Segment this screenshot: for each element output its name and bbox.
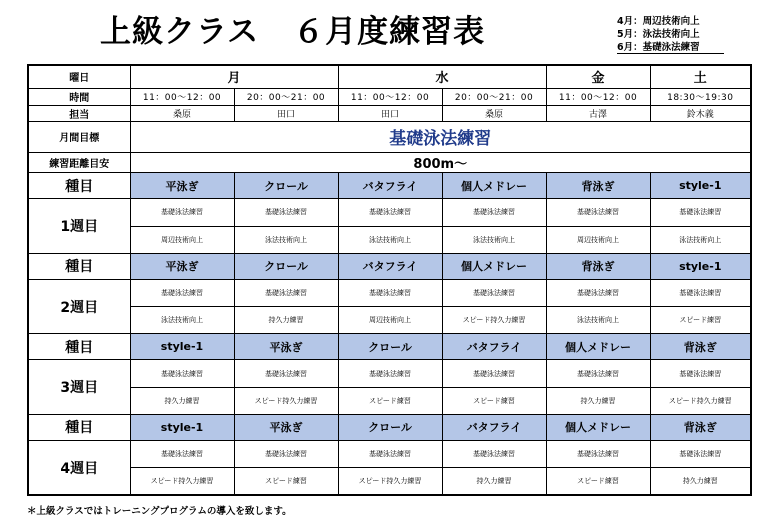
- practice-item: 持久力練習: [650, 468, 751, 495]
- event-cell: style-1: [650, 253, 751, 279]
- event-cell: クロール: [234, 173, 338, 199]
- day-saturday: 土: [650, 65, 751, 88]
- practice-item: スピード練習: [338, 387, 442, 414]
- teacher-cell: 鈴木義: [650, 105, 751, 121]
- time-cell: 18:30～19:30: [650, 88, 751, 105]
- week-label: 3週目: [28, 360, 130, 414]
- practice-row: [28, 279, 751, 306]
- week-label: 1週目: [28, 199, 130, 253]
- event-cell: バタフライ: [338, 253, 442, 279]
- practice-item: 基礎泳法練習: [234, 279, 338, 306]
- event-row: [28, 334, 751, 360]
- practice-item: 基礎泳法練習: [234, 199, 338, 226]
- practice-row: [28, 468, 751, 495]
- practice-item: 基礎泳法練習: [650, 279, 751, 306]
- practice-item: 基礎泳法練習: [442, 360, 546, 387]
- title-month-plan: ６月度練習表: [293, 14, 486, 50]
- time-cell: 11：00～12：00: [338, 88, 442, 105]
- practice-item: 基礎泳法練習: [338, 441, 442, 468]
- distance-label: 練習距離目安: [28, 153, 130, 173]
- event-label: 種目: [28, 253, 130, 279]
- practice-item: スピード練習: [234, 468, 338, 495]
- practice-item: 基礎泳法練習: [130, 279, 234, 306]
- event-cell: クロール: [234, 253, 338, 279]
- teacher-cell: 桑原: [442, 105, 546, 121]
- practice-item: 持久力練習: [442, 468, 546, 495]
- event-cell: 個人メドレー: [546, 334, 650, 360]
- day-friday: 金: [546, 65, 650, 88]
- practice-item: 基礎泳法練習: [130, 360, 234, 387]
- teacher-cell: 田口: [234, 105, 338, 121]
- practice-item: 周辺技術向上: [338, 307, 442, 334]
- teacher-label: 担当: [28, 105, 130, 121]
- teacher-row: [28, 105, 751, 121]
- event-cell: クロール: [338, 414, 442, 440]
- time-label: 時間: [28, 88, 130, 105]
- event-row: [28, 173, 751, 199]
- practice-item: 周辺技術向上: [546, 226, 650, 253]
- title-class-name: 上級クラス: [100, 14, 260, 50]
- practice-row: [28, 307, 751, 334]
- practice-item: 泳法技術向上: [442, 226, 546, 253]
- practice-item: 基礎泳法練習: [442, 199, 546, 226]
- event-cell: 平泳ぎ: [130, 253, 234, 279]
- theme-june: 6月：基礎泳法練習: [617, 42, 724, 54]
- practice-item: 持久力練習: [546, 387, 650, 414]
- day-row: [28, 65, 751, 88]
- practice-item: 周辺技術向上: [130, 226, 234, 253]
- goal-value: 基礎泳法練習: [130, 121, 751, 152]
- practice-item: スピード持久力練習: [130, 468, 234, 495]
- teacher-cell: 桑原: [130, 105, 234, 121]
- week-label: 2週目: [28, 279, 130, 333]
- practice-item: スピード練習: [442, 387, 546, 414]
- practice-item: 泳法技術向上: [338, 226, 442, 253]
- practice-item: 基礎泳法練習: [650, 441, 751, 468]
- practice-item: 基礎泳法練習: [442, 279, 546, 306]
- day-label: 曜日: [28, 65, 130, 88]
- practice-item: スピード持久力練習: [442, 307, 546, 334]
- practice-row: [28, 199, 751, 226]
- event-cell: 背泳ぎ: [650, 334, 751, 360]
- practice-item: 基礎泳法練習: [546, 441, 650, 468]
- theme-april: 4月：周辺技術向上: [617, 16, 700, 27]
- event-cell: 個人メドレー: [546, 414, 650, 440]
- practice-row: [28, 360, 751, 387]
- teacher-cell: 田口: [338, 105, 442, 121]
- event-cell: style-1: [130, 414, 234, 440]
- week-label: 4週目: [28, 441, 130, 495]
- practice-item: 持久力練習: [130, 387, 234, 414]
- time-cell: 11：00～12：00: [130, 88, 234, 105]
- practice-item: 基礎泳法練習: [546, 360, 650, 387]
- practice-item: 基礎泳法練習: [546, 199, 650, 226]
- practice-item: 泳法技術向上: [546, 307, 650, 334]
- practice-item: 泳法技術向上: [130, 307, 234, 334]
- event-label: 種目: [28, 414, 130, 440]
- practice-row: [28, 387, 751, 414]
- monthly-themes: [617, 15, 724, 54]
- distance-value: 800m～: [130, 153, 751, 173]
- event-cell: style-1: [130, 334, 234, 360]
- practice-item: 泳法技術向上: [650, 226, 751, 253]
- practice-item: 基礎泳法練習: [546, 279, 650, 306]
- practice-item: 持久力練習: [234, 307, 338, 334]
- event-cell: 個人メドレー: [442, 253, 546, 279]
- event-cell: 背泳ぎ: [546, 253, 650, 279]
- practice-item: スピード持久力練習: [650, 387, 751, 414]
- practice-item: 基礎泳法練習: [650, 199, 751, 226]
- event-label: 種目: [28, 173, 130, 199]
- event-cell: バタフライ: [442, 414, 546, 440]
- practice-schedule-table: [27, 64, 752, 496]
- practice-item: スピード持久力練習: [338, 468, 442, 495]
- time-cell: 20：00～21：00: [442, 88, 546, 105]
- teacher-cell: 古澤: [546, 105, 650, 121]
- footnote: ＊上級クラスではトレーニングプログラムの導入を致します。: [27, 506, 292, 517]
- practice-item: スピード練習: [650, 307, 751, 334]
- practice-item: 基礎泳法練習: [234, 360, 338, 387]
- practice-item: 基礎泳法練習: [338, 279, 442, 306]
- event-cell: 平泳ぎ: [234, 414, 338, 440]
- event-cell: 平泳ぎ: [130, 173, 234, 199]
- event-cell: 個人メドレー: [442, 173, 546, 199]
- practice-item: 基礎泳法練習: [130, 199, 234, 226]
- event-row: [28, 414, 751, 440]
- practice-row: [28, 226, 751, 253]
- event-cell: 平泳ぎ: [234, 334, 338, 360]
- goal-row: [28, 121, 751, 152]
- time-cell: 11：00～12：00: [546, 88, 650, 105]
- time-row: [28, 88, 751, 105]
- day-wednesday: 水: [338, 65, 546, 88]
- practice-row: [28, 441, 751, 468]
- day-monday: 月: [130, 65, 338, 88]
- page-title: [100, 6, 485, 51]
- event-cell: 背泳ぎ: [650, 414, 751, 440]
- event-cell: バタフライ: [442, 334, 546, 360]
- practice-item: 基礎泳法練習: [338, 360, 442, 387]
- practice-item: スピード持久力練習: [234, 387, 338, 414]
- event-cell: 背泳ぎ: [546, 173, 650, 199]
- practice-item: 泳法技術向上: [234, 226, 338, 253]
- time-cell: 20：00～21：00: [234, 88, 338, 105]
- event-cell: クロール: [338, 334, 442, 360]
- practice-item: 基礎泳法練習: [234, 441, 338, 468]
- goal-label: 月間目標: [28, 121, 130, 152]
- theme-may: 5月：泳法技術向上: [617, 29, 700, 40]
- event-label: 種目: [28, 334, 130, 360]
- distance-row: [28, 153, 751, 173]
- event-cell: style-1: [650, 173, 751, 199]
- practice-item: 基礎泳法練習: [442, 441, 546, 468]
- event-cell: バタフライ: [338, 173, 442, 199]
- practice-item: 基礎泳法練習: [130, 441, 234, 468]
- event-row: [28, 253, 751, 279]
- practice-item: 基礎泳法練習: [338, 199, 442, 226]
- practice-item: 基礎泳法練習: [650, 360, 751, 387]
- practice-item: スピード練習: [546, 468, 650, 495]
